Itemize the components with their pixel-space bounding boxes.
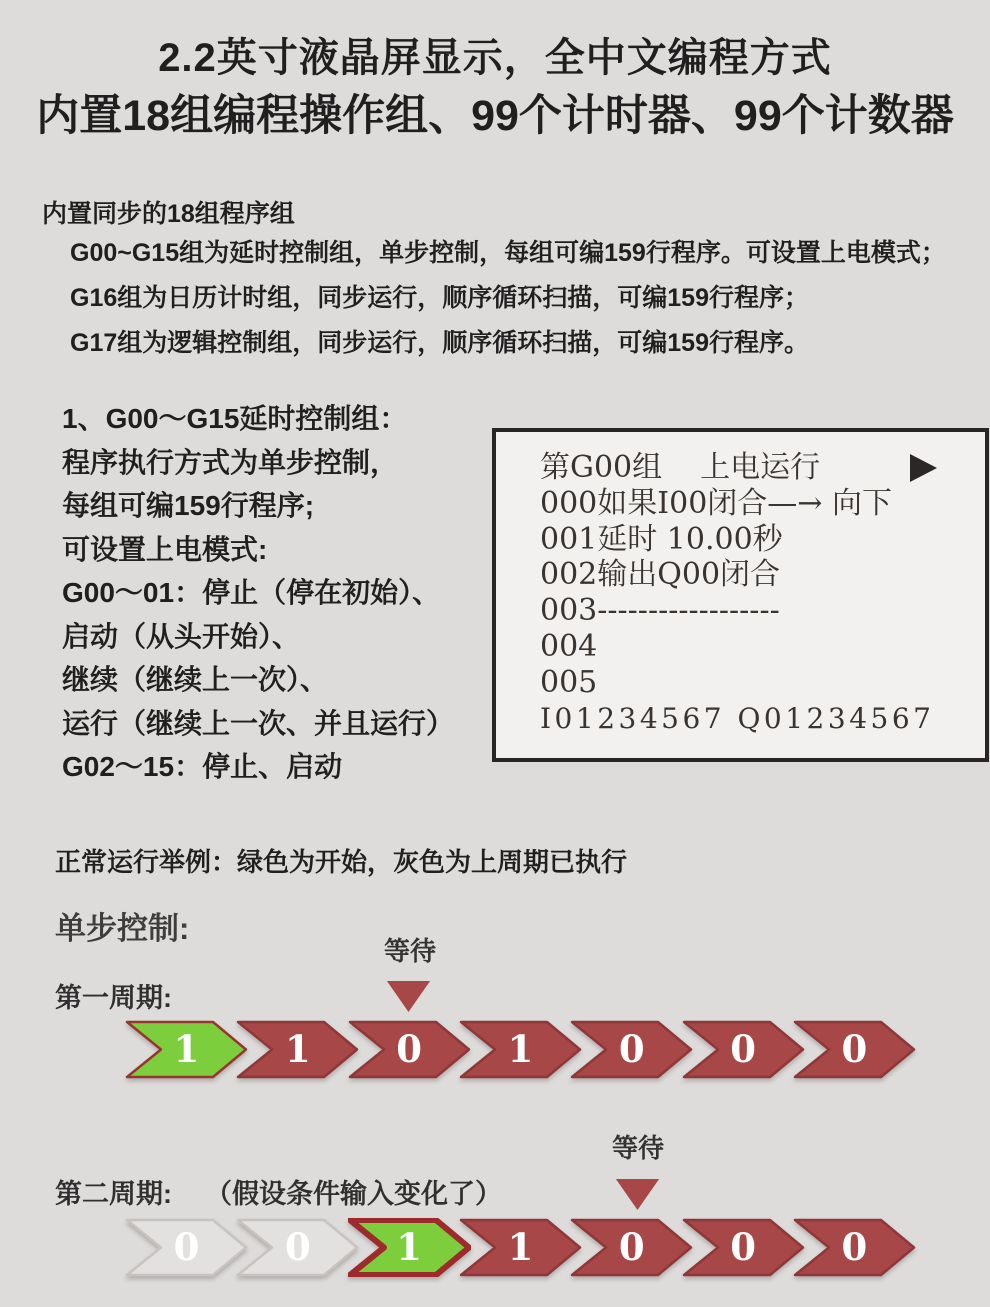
step-mode-label: 单步控制: bbox=[55, 911, 190, 946]
step-chevron bbox=[459, 1020, 582, 1079]
step-value: 0 bbox=[284, 1224, 311, 1269]
step-chevron bbox=[348, 1020, 471, 1079]
step-value: 0 bbox=[730, 1026, 756, 1071]
delay-group-description bbox=[62, 397, 454, 789]
step-value: 1 bbox=[507, 1026, 534, 1071]
step-value: 0 bbox=[173, 1224, 200, 1269]
wait-marker-icon bbox=[615, 1179, 660, 1210]
step-value: 0 bbox=[841, 1026, 868, 1071]
detail-line: G00～01：停止（停在初始）、 bbox=[62, 577, 441, 608]
step-chevron bbox=[459, 1218, 582, 1277]
step-value: 0 bbox=[841, 1224, 868, 1269]
detail-line: 继续（继续上一次）、 bbox=[62, 664, 329, 695]
wait-label: 等待 bbox=[612, 1133, 665, 1163]
step-value: 1 bbox=[507, 1224, 534, 1269]
intro-line: G17组为逻辑控制组，同步运行，顺序循环扫描，可编159行程序。 bbox=[70, 329, 809, 357]
lcd-program-line: 003------------------ bbox=[540, 593, 780, 629]
step-value: 0 bbox=[396, 1026, 422, 1071]
step-chevron bbox=[570, 1020, 693, 1079]
step-value: 0 bbox=[618, 1224, 645, 1269]
detail-line: 运行（继续上一次、并且运行） bbox=[62, 707, 455, 739]
intro-line: G16组为日历计时组，同步运行，顺序循环扫描，可编159行程序； bbox=[70, 284, 809, 312]
step-value: 1 bbox=[284, 1026, 311, 1071]
detail-line: G02～15：停止、启动 bbox=[62, 751, 343, 782]
cycle2-note: （假设条件输入变化了） bbox=[205, 1179, 502, 1209]
step-chevron bbox=[682, 1218, 805, 1277]
lcd-program-line: 004 bbox=[540, 628, 598, 664]
step-chevron bbox=[570, 1218, 693, 1277]
page-subtitle: 内置18组编程操作组、99个计时器、99个计数器 bbox=[36, 92, 954, 140]
cycle2-label: 第二周期: bbox=[55, 1179, 172, 1209]
step-chevron bbox=[236, 1020, 359, 1079]
detail-line: 启动（从头开始）、 bbox=[62, 620, 301, 652]
lcd-program-line: 002输出Q00闭合 bbox=[540, 557, 781, 593]
page-title: 2.2英寸液晶屏显示，全中文编程方式 bbox=[158, 36, 832, 80]
cycle1-step-row bbox=[125, 1020, 904, 1079]
step-value: 0 bbox=[730, 1224, 756, 1269]
detail-line: 1、G00～G15延时控制组： bbox=[62, 403, 408, 434]
cycle2-step-row bbox=[125, 1218, 904, 1277]
wait-marker-icon bbox=[386, 981, 431, 1012]
lcd-screen bbox=[492, 428, 989, 762]
lcd-group-label: 第G00组 bbox=[540, 450, 663, 485]
run-pointer-icon bbox=[910, 454, 937, 482]
detail-line: 每组可编159行程序; bbox=[62, 490, 315, 521]
intro-line: G00~G15组为延时控制组，单步控制，每组可编159行程序。可设置上电模式； bbox=[70, 239, 946, 267]
step-chevron bbox=[125, 1218, 248, 1277]
step-chevron bbox=[236, 1218, 359, 1277]
step-chevron bbox=[793, 1218, 916, 1277]
step-chevron bbox=[682, 1020, 805, 1079]
step-value: 1 bbox=[173, 1026, 200, 1071]
step-value: 1 bbox=[396, 1224, 422, 1269]
lcd-program-line: 000如果I00闭合—→ 向下 bbox=[540, 485, 892, 521]
lcd-power-mode-label: 上电运行 bbox=[700, 450, 821, 485]
step-chevron bbox=[348, 1218, 471, 1277]
step-value: 0 bbox=[618, 1026, 645, 1071]
example-caption: 正常运行举例：绿色为开始，灰色为上周期已执行 bbox=[55, 847, 628, 877]
step-chevron bbox=[125, 1020, 248, 1079]
intro-heading: 内置同步的18组程序组 bbox=[42, 200, 295, 228]
cycle1-label: 第一周期: bbox=[55, 983, 172, 1013]
wait-label: 等待 bbox=[384, 936, 437, 966]
lcd-status-line bbox=[540, 450, 985, 486]
lcd-program-line: 005 bbox=[540, 664, 598, 700]
lcd-program-line: 001延时 10.00秒 bbox=[540, 521, 783, 557]
lcd-io-status-line: I01234567 Q01234567 bbox=[540, 701, 935, 735]
detail-line: 可设置上电模式: bbox=[62, 533, 268, 565]
intro-paragraph bbox=[70, 231, 946, 366]
detail-line: 程序执行方式为单步控制， bbox=[62, 446, 399, 478]
step-chevron bbox=[793, 1020, 916, 1079]
